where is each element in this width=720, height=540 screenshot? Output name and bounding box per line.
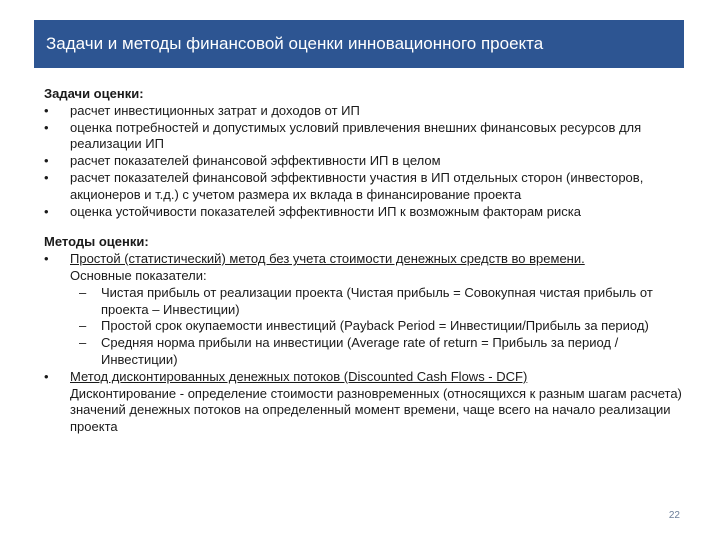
list-item: • расчет показателей финансовой эффективности ИП в целом — [44, 153, 694, 170]
indicators-list — [44, 285, 694, 369]
method-simple — [44, 251, 694, 285]
tasks-heading: Задачи оценки: — [44, 86, 144, 101]
slide-content — [44, 86, 694, 436]
list-item: • расчет показателей финансовой эффективности участия в ИП отдельных сторон (инвесторов, акционеров и т.д.) с учетом размера их вклада в финансирование проекта — [44, 170, 694, 204]
method-simple-subtitle: Основные показатели: — [70, 267, 207, 283]
list-item: • оценка устойчивости показателей эффективности ИП к возможным факторам риска — [44, 204, 694, 221]
method-dcf — [44, 369, 694, 436]
slide-title: Задачи и методы финансовой оценки инновационного проекта — [34, 20, 684, 68]
list-item: • расчет инвестиционных затрат и доходов от ИП — [44, 103, 694, 120]
list-item: • оценка потребностей и допустимых условий привлечения внешних финансовых ресурсов для реализации ИП — [44, 120, 694, 154]
indicator-item: – Простой срок окупаемости инвестиций (Payback Period = Инвестиции/Прибыль за период) — [44, 318, 694, 335]
tasks-list — [44, 103, 694, 221]
method-dcf-description: Дисконтирование - определение стоимости разновременных (относящихся к разным шагам расчета) значений денежных потоков на определенный момент времени, чаще всего на начало реализации проекта — [70, 385, 682, 435]
indicator-item: – Средняя норма прибыли на инвестиции (Average rate of return = Прибыль за период /Инвестиции) — [44, 335, 694, 369]
methods-list-2 — [44, 369, 694, 436]
page-number: 22 — [668, 510, 680, 521]
method-simple-title: Простой (статистический) метод без учета стоимости денежных средств во времени. — [70, 251, 585, 267]
method-dcf-title: Метод дисконтированных денежных потоков (Discounted Cash Flows - DCF) — [70, 368, 528, 384]
methods-heading: Методы оценки: — [44, 234, 149, 250]
methods-list — [44, 251, 694, 285]
indicator-item: – Чистая прибыль от реализации проекта (Чистая прибыль = Совокупная чистая прибыль от проекта – Инвестиции) — [44, 285, 694, 319]
